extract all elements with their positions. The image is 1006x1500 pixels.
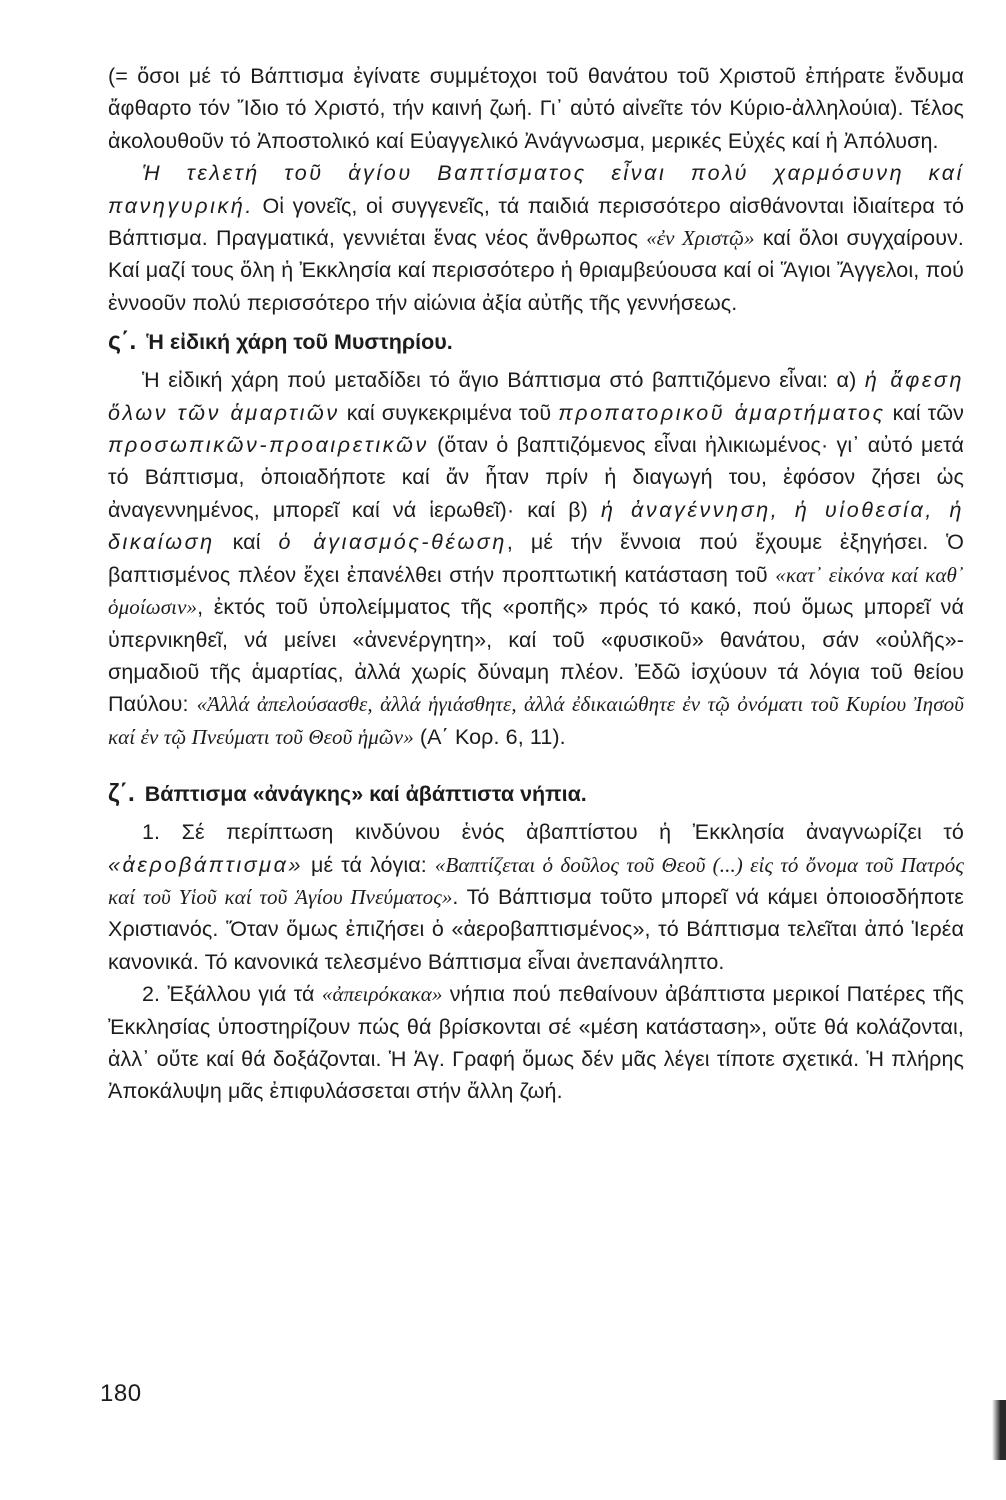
section-heading-special-grace xyxy=(108,325,964,358)
aero-text-2: μέ τά λόγια: xyxy=(303,852,435,877)
quote-paul: «Ἀλλά ἀπελούσασθε, ἀλλά ἡγιάσθητε, ἀλλά ἐδικαιώθητε ἐν τῷ ὀνόματι τοῦ Κυρίου Ἰησοῦ καί ἐν τῷ Πνεύματι τοῦ Θεοῦ ἡμῶν» xyxy=(108,692,964,749)
paragraph-aerobaptism xyxy=(108,816,964,978)
section-mark: ζ΄. xyxy=(108,779,135,808)
section-title: Ἡ εἰδική χάρη τοῦ Μυστηρίου. xyxy=(146,330,453,355)
paragraph-intro xyxy=(108,60,964,157)
emphasis-theosis: ὁ ἁγιασμός-θέωση xyxy=(278,530,507,555)
emphasis-ceremony: Ἡ τελετή τοῦ ἁγίου Βαπτίσματος εἶναι πολύ χαρμόσυνη καί πανηγυρική. xyxy=(108,161,964,218)
emphasis-remission: ἡ ἄφεση ὅλων τῶν ἁμαρτιῶν xyxy=(108,368,964,425)
section-heading-emergency-baptism xyxy=(108,777,964,810)
ceremony-text-1: Οἱ γονεῖς, οἱ συγγενεῖς, τά παιδιά περισσότερο αἰσθάνονται ἰδιαίτερα τό Βάπτισμα. Πραγματικά, γεννιέται ἕνας νέος ἄνθρωπος xyxy=(108,193,964,251)
infants-text-2: νήπια πού πεθαίνουν ἀβάπτιστα μερικοί Πατέρες τῆς Ἐκκλησίας ὑποστηρίζουν πώς θά βρίσκονται σέ «μέση κατάσταση», οὔτε θά κολάζονται, ἀλλ᾿ οὔτε καί θά δοξάζονται. Ἡ Ἁγ. Γραφή ὅμως δέν μᾶς λέγει τίποτε σχετικά. Ἡ πλήρης Ἀποκάλυψη μᾶς ἐπιφυλάσσεται στήν ἄλλη ζωή. xyxy=(108,982,964,1104)
page-edge-shadow xyxy=(992,1400,1006,1460)
quote-baptismal-formula: «Βαπτίζεται ὁ δοῦλος τοῦ Θεοῦ (...) εἰς τό ὄνομα τοῦ Πατρός καί τοῦ Υἱοῦ καί τοῦ Ἁγίου Πνεύματος» xyxy=(108,852,964,909)
grace-text-6: , μέ τήν ἔννοια πού ἔχουμε ἐξηγήσει. Ὁ βαπτισμένος πλέον ἔχει ἐπανέλθει στήν προπτωτική κατάσταση τοῦ xyxy=(108,530,965,587)
emphasis-personal-sins: προσωπικῶν-προαιρετικῶν xyxy=(108,433,429,458)
emphasis-aerobaptism: «ἀεροβάπτισμα» xyxy=(108,852,304,877)
book-page xyxy=(108,60,964,1108)
paragraph-special-grace xyxy=(108,364,964,753)
intro-text: (= ὅσοι μέ τό Βάπτισμα ἐγίνατε συμμέτοχοι τοῦ θανάτου τοῦ Χριστοῦ ἐπήρατε ἔνδυμα ἄφθαρτο τόν Ἴδιο τό Χριστό, τήν καινή ζωή. Γι᾿ αὐτό αἰνεῖτε τόν Κύριο-ἀλληλούια). Τέλος ἀκολουθοῦν τό Ἀποστολικό καί Εὐαγγελικό Ἀνάγνωσμα, μερικές Εὐχές καί ἡ Ἀπόλυση. xyxy=(108,64,964,153)
grace-text-3: καί τῶν xyxy=(885,400,964,425)
grace-text-7: , ἐκτός τοῦ ὑπολείμματος τῆς «ροπῆς» πρός τό κακό, πού ὅμως μπορεῖ νά ὑπερνικηθεῖ, νά μείνει «ἀνενέργητη», καί τοῦ «φυσικοῦ» θανάτου, σάν «οὐλῆς»-σημαδιοῦ τῆς ἁμαρτίας, ἀλλά χωρίς δύναμη πλέον. Ἐδῶ ἰσχύουν τά λόγια τοῦ θείου Παύλου: xyxy=(108,595,964,717)
quote-en-christo: «ἐν Χριστῷ» xyxy=(646,226,755,251)
quote-image-likeness: «κατ᾿ εἰκόνα καί καθ᾿ ὁμοίωσιν» xyxy=(108,562,964,620)
grace-text-8: (Α΄ Κορ. 6, 11). xyxy=(413,724,566,749)
grace-text-5: καί xyxy=(214,530,279,555)
aero-text-3: . Τό Βάπτισμα τοῦτο μπορεῖ νά κάμει ὁποιοσδήποτε Χριστιανός. Ὅταν ὅμως ἐπιζήσει ὁ «ἀεροβαπτισμένος», τό Βάπτισμα τελεῖται ἀπό Ἱερέα κανονικά. Τό κανονικά τελεσμένο Βάπτισμα εἶναι ἀνεπανάληπτο. xyxy=(108,884,964,974)
quote-innocent: «ἀπειρόκακα» xyxy=(321,982,443,1007)
paragraph-unbaptized-infants xyxy=(108,978,964,1108)
grace-text-4: (ὅταν ὁ βαπτιζόμενος εἶναι ἠλικιωμένος· γι᾿ αὐτό μετά τό Βάπτισμα, ὁποιαδήποτε καί ἄν ἦταν πρίν ἡ διαγωγή του, ἐφόσον ζήσει ὡς ἀναγεννημένος, μπορεῖ καί νά ἱερωθεῖ)· καί β) xyxy=(108,433,964,522)
paragraph-ceremony xyxy=(108,157,964,319)
grace-text-2: καί συγκεκριμένα τοῦ xyxy=(339,400,559,425)
grace-text-1: Ἡ εἰδική χάρη πού μεταδίδει τό ἅγιο Βάπτισμα στό βαπτιζόμενο εἶναι: α) xyxy=(142,368,865,393)
section-title: Βάπτισμα «ἀνάγκης» καί ἀβάπτιστα νήπια. xyxy=(144,782,587,807)
infants-text-1: 2. Ἐξάλλου γιά τά xyxy=(142,982,322,1007)
emphasis-ancestral-sin: προπατορικοῦ ἁμαρτήματος xyxy=(558,400,886,425)
section-gap xyxy=(108,753,964,771)
page-number: 180 xyxy=(100,1380,142,1407)
aero-text-1: 1. Σέ περίπτωση κινδύνου ἑνός ἀβαπτίστου ἡ Ἐκκλησία ἀναγνωρίζει τό xyxy=(142,820,964,845)
ceremony-text-2: καί ὅλοι συγχαίρουν. Καί μαζί τους ὅλη ἡ Ἐκκλησία καί περισσότερο ἡ θριαμβεύουσα καί οἱ Ἅγιοι Ἄγγελοι, πού ἐννοοῦν πολύ περισσότερο τήν αἰώνια ἀξία αὐτῆς τῆς γεννήσεως. xyxy=(108,226,964,315)
section-mark: ς΄. xyxy=(108,327,137,356)
emphasis-regeneration: ἡ ἀναγέννηση, ἡ υἱοθεσία, ἡ δικαίωση xyxy=(108,497,964,555)
